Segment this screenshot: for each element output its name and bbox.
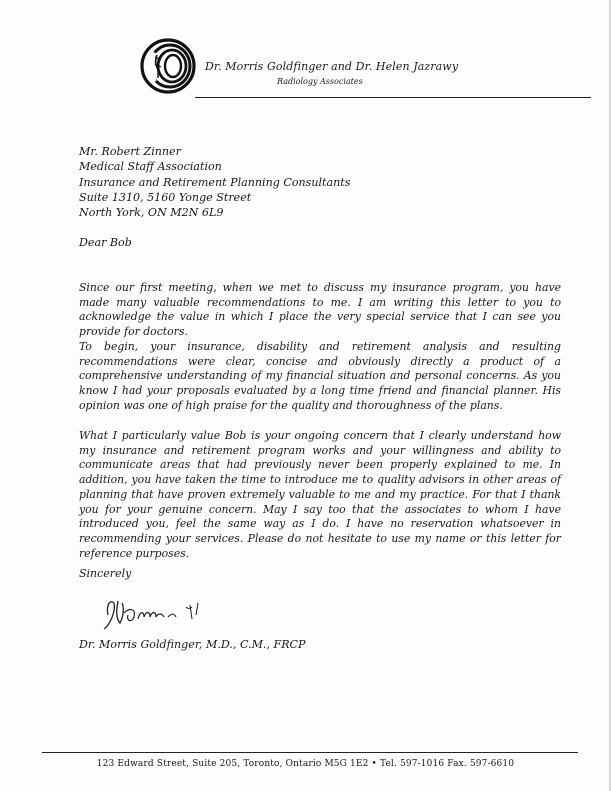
recipient-name: Mr. Robert Zinner bbox=[79, 145, 181, 158]
spiral-logo-icon bbox=[140, 38, 196, 94]
letterhead-doctor-names: Dr. Morris Goldfinger and Dr. Helen Jazrawy bbox=[205, 60, 459, 73]
header-divider bbox=[195, 97, 591, 98]
signer-name: Dr. Morris Goldfinger, M.D., C.M., FRCP bbox=[79, 638, 306, 651]
footer-divider bbox=[42, 752, 578, 753]
salutation: Dear Bob bbox=[79, 236, 132, 249]
recipient-city: North York, ON M2N 6L9 bbox=[79, 206, 224, 220]
recipient-organization: Medical Staff Association bbox=[79, 160, 222, 174]
body-paragraph-3: What I particularly value Bob is your ongoing concern that I clearly understand how my insurance and retirement program works and your willingness and ability to communicate areas that had previously never been properly explained to me. In addition, you have taken the time to introduce me to quality advisors in other areas of planning that have proven extremely valuable to me and my practice. For that I thank you for your genuine concern. May I say too that the associates to whom I have introduced you, feel the same way as I do. I have no reservation whatsoever in recommending your services. Please do not hesitate to use my name or this letter for reference purposes. bbox=[79, 429, 561, 560]
body-paragraph-1: Since our first meeting, when we met to discuss my insurance program, you have made many valuable recommendations to me. I am writing this letter to you to acknowledge the value in which I place the very special service that I can see you provide for doctors. bbox=[79, 281, 561, 339]
recipient-address-block bbox=[79, 144, 350, 220]
closing: Sincerely bbox=[79, 567, 132, 580]
footer-contact-info: 123 Edward Street, Suite 205, Toronto, Ontario M5G 1E2 • Tel. 597-1016 Fax. 597-6610 bbox=[96, 759, 515, 769]
recipient-street: Suite 1310, 5160 Yonge Street bbox=[79, 190, 252, 204]
handwritten-signature-icon bbox=[94, 585, 214, 635]
body-paragraph-2: To begin, your insurance, disability and retirement analysis and resulting recommendations were clear, concise and obviously directly a product of a comprehensive understanding of my financial situation and personal concerns. As you know I had your proposals evaluated by a long time friend and financial planner. His opinion was one of high praise for the quality and thoroughness of the plans. bbox=[79, 340, 561, 412]
recipient-company: Insurance and Retirement Planning Consultants bbox=[79, 175, 351, 189]
letterhead-practice-name: Radiology Associates bbox=[277, 77, 363, 86]
